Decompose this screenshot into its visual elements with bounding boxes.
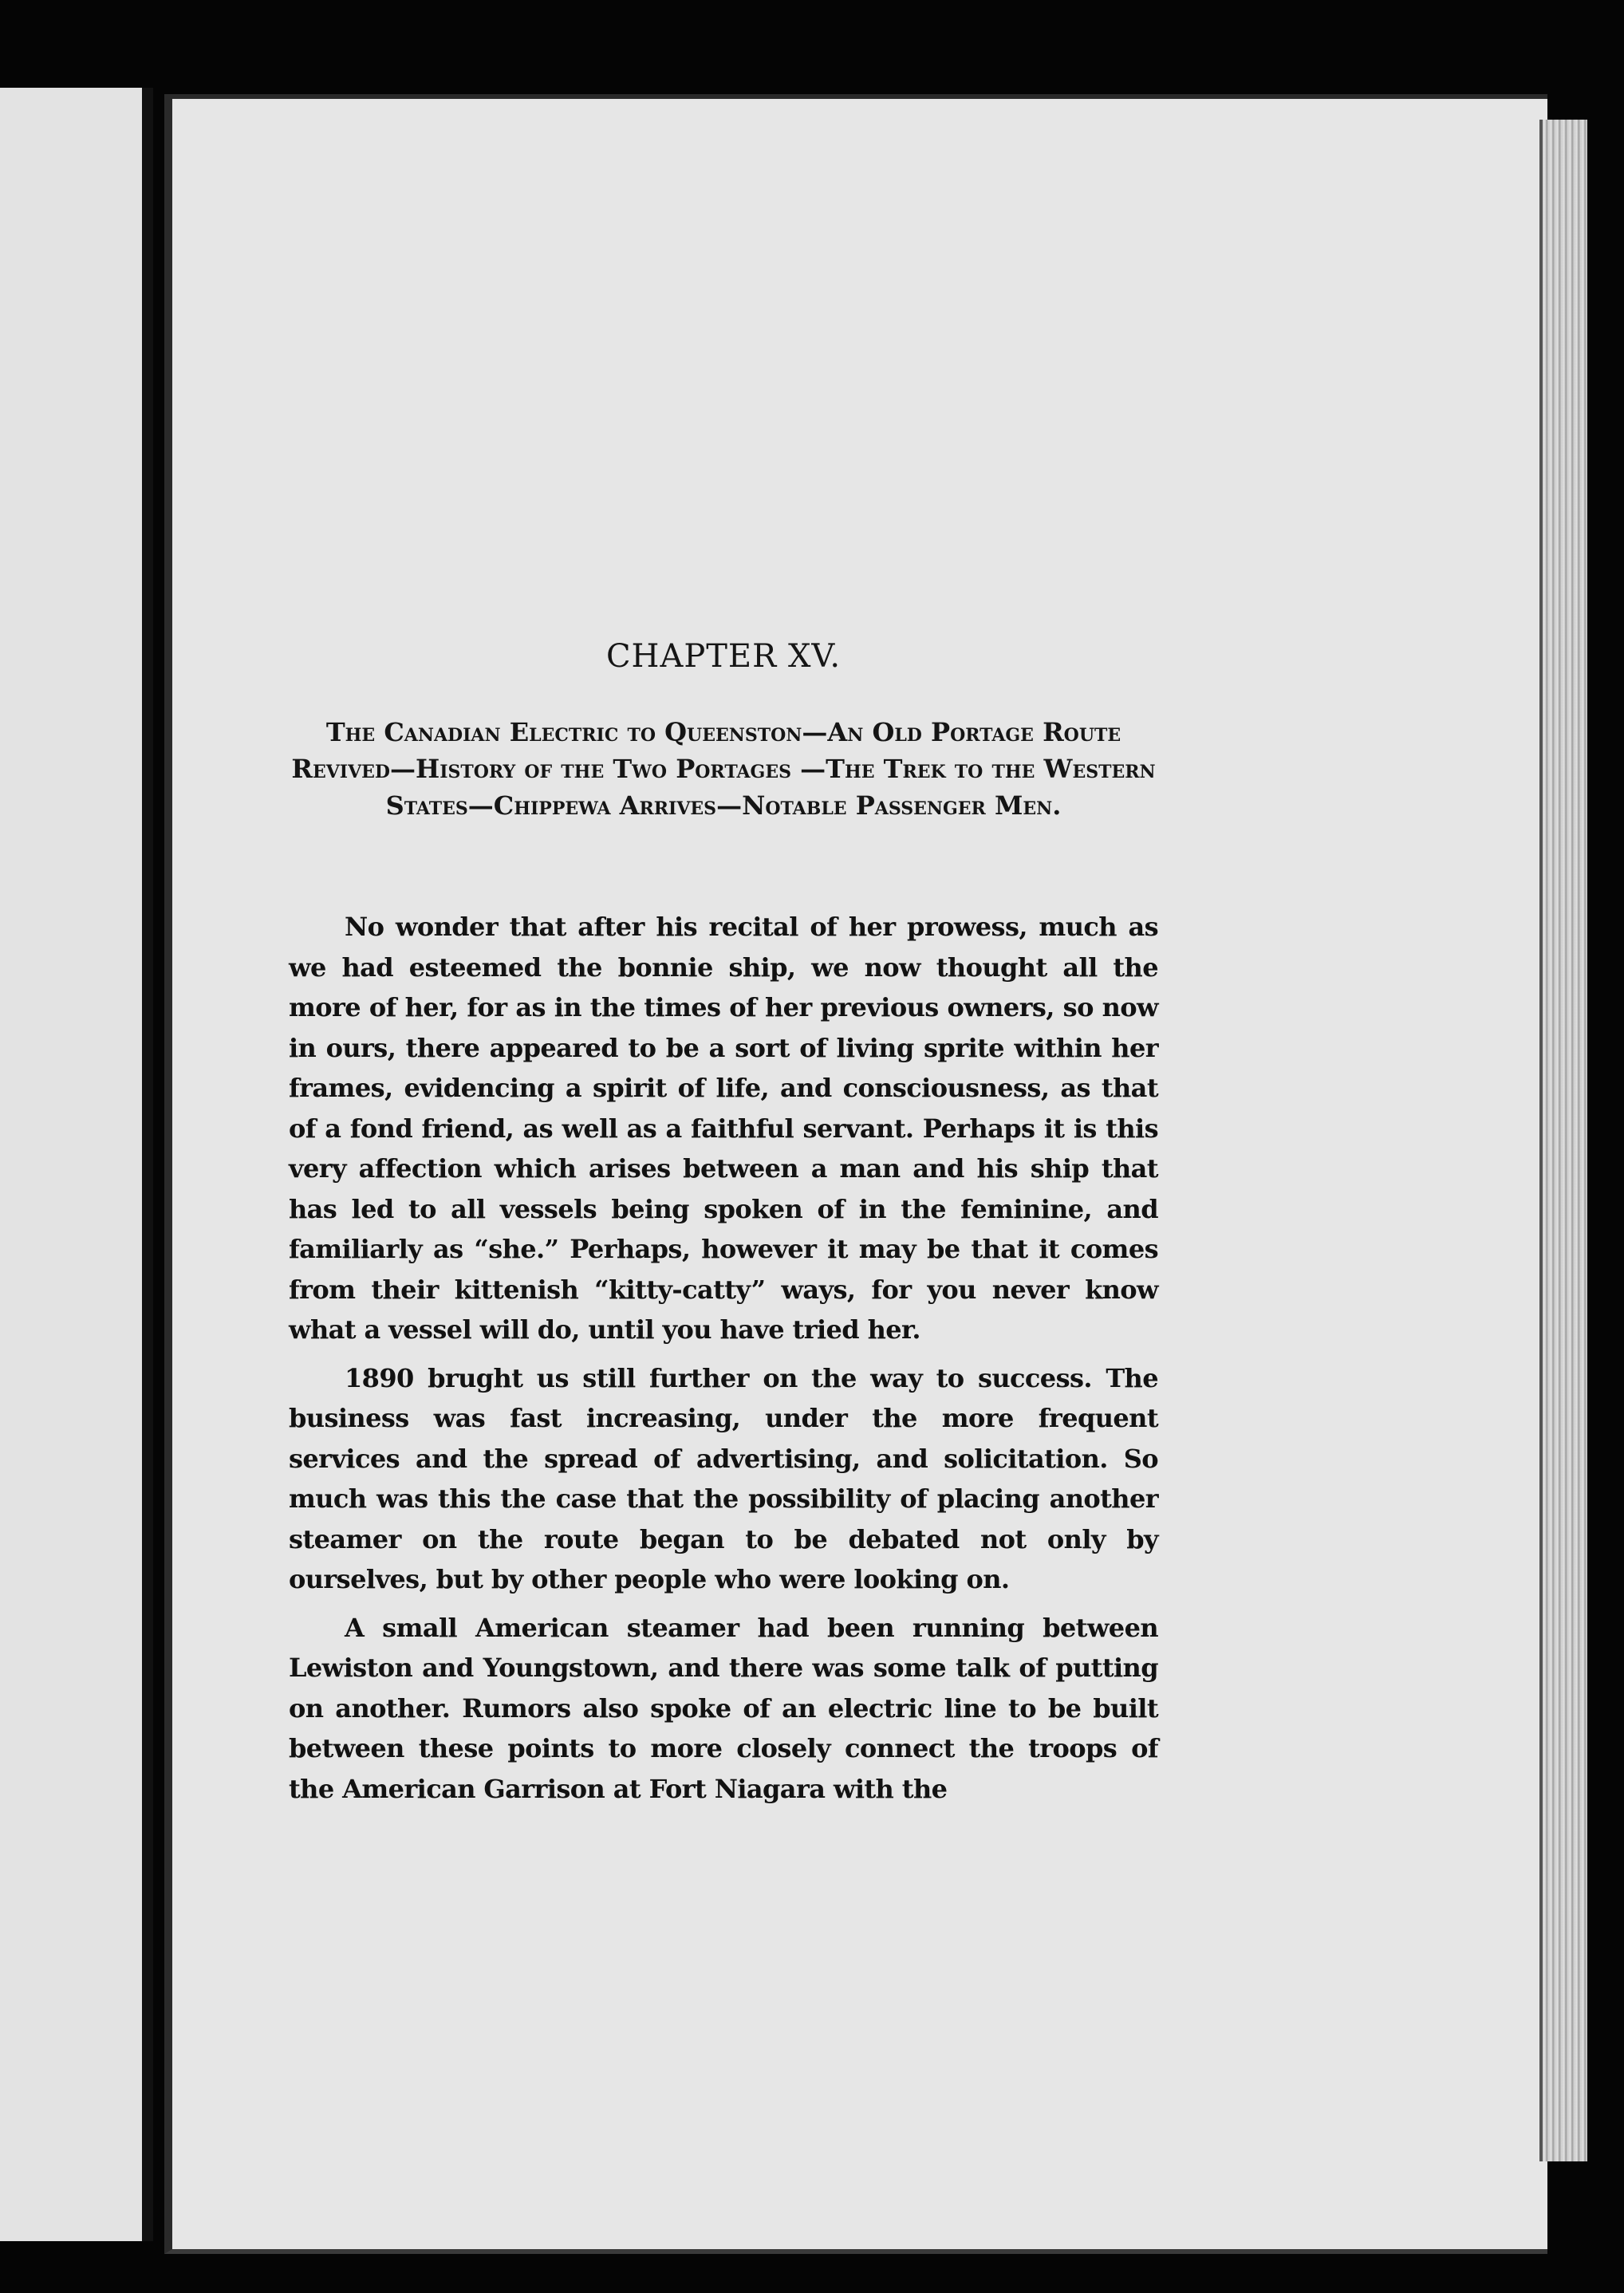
page-stack-edge (1539, 120, 1587, 2161)
paragraph-1: No wonder that after his recital of her prowess, much as we had esteemed the bonnie ship, we now thought all the more of her, for as in the times of her previous owners, so now in ours, there appeared to be a sort of living sprite within her frames, evidencing a spirit of life, and consciousness, as that of a fond friend, as well as a faithful servant. Perhaps it is this very affection which arises between a man and his ship that has led to all vessels being spoken of in the feminine, and familiarly as “she.” Perhaps, however it may be that it comes from their kittenish “kitty-catty” ways, for you never know what a vessel will do, until you have tried her. (289, 912, 1158, 1345)
chapter-title: CHAPTER XV. (605, 638, 842, 675)
body-text (289, 907, 1158, 1817)
previous-page-edge (0, 88, 153, 2241)
chapter-synopsis: The Canadian Electric to Queenston—An Old Portage Route Revived—History of the Two Portages —The Trek to the Western States—Chippewa Arrives—Notable Passenger Men. (291, 717, 1156, 821)
paragraph-3: A small American steamer had been running between Lewiston and Youngstown, and there was some talk of putting on another. Rumors also spoke of an electric line to be built between these points to more closely connect the troops of the American Garrison at Fort Niagara with the (289, 1612, 1158, 1804)
paragraph-2: 1890 brught us still further on the way to success. The business was fast increasing, under the more frequent services and the spread of advertising, and solicitation. So much was this the case that the possibility of placing another steamer on the route began to be debated not only by ourselves, but by other people who were looking on. (289, 1362, 1158, 1594)
